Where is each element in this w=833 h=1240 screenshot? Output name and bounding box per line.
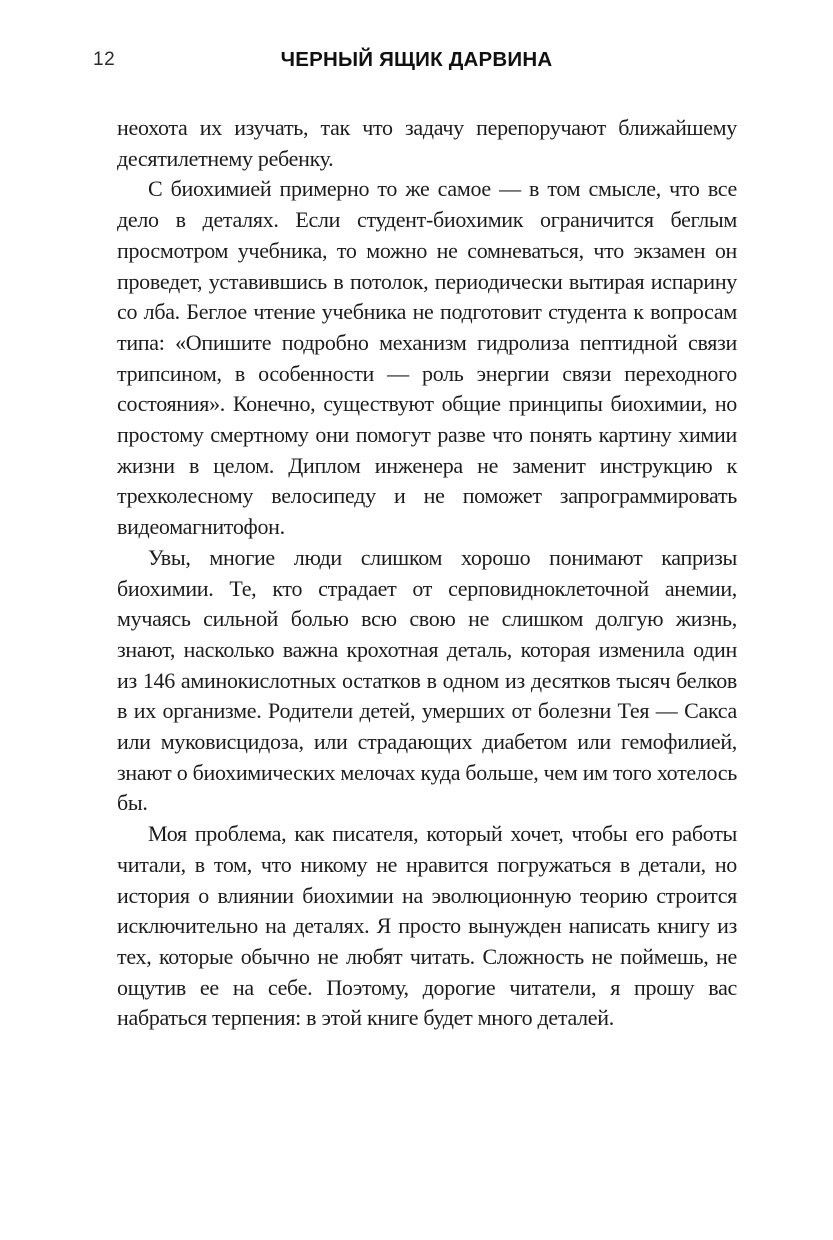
page-header	[93, 48, 740, 72]
paragraph: Моя проблема, как писателя, который хочет, чтобы его работы читали, в том, что никому не нравится погружаться в детали, но история о влиянии биохимии на эволюционную теорию строится исключительно на деталях. Я просто вынужден написать книгу из тех, которые обычно не любят читать. Сложность не поймешь, не ощутив ее на себе. Поэтому, дорогие читатели, я прошу вас набраться терпения: в этой книге будет много деталей.	[117, 821, 737, 1031]
paragraph-continuation: неохота их изучать, так что задачу перепоручают ближайшему десятилетнему ребенку.	[117, 115, 737, 171]
body-text-block	[117, 113, 737, 1034]
paragraph: Увы, многие люди слишком хорошо понимают капризы биохимии. Те, кто страдает от серповидноклеточной анемии, мучаясь сильной болью всю свою не слишком долгую жизнь, знают, насколько важна крохотная деталь, которая изменила один из 146 аминокислотных остатков в одном из десятков тысяч белков в их организме. Родители детей, умерших от болезни Тея — Сакса или муковисцидоза, или страдающих диабетом или гемофилией, знают о биохимических мелочах куда больше, чем им того хотелось бы.	[117, 544, 737, 816]
page-number: 12	[93, 49, 116, 70]
running-title: ЧЕРНЫЙ ЯЩИК ДАРВИНА	[280, 48, 553, 71]
paragraph: С биохимией примерно то же самое — в том смысле, что все дело в деталях. Если студент-биохимик ограничится беглым просмотром учебника, то можно не сомневаться, что экзамен он проведет, уставившись в потолок, периодически вытирая испарину со лба. Беглое чтение учебника не подготовит студента к вопросам типа: «Опишите подробно механизм гидролиза пептидной связи трипсином, в особенности — роль энергии связи переходного состояния». Конечно, существуют общие принципы биохимии, но простому смертному они помогут разве что понять картину химии жизни в целом. Диплом инженера не заменит инструкцию к трехколесному велосипеду и не поможет запрограммировать видеомагнитофон.	[117, 176, 737, 540]
